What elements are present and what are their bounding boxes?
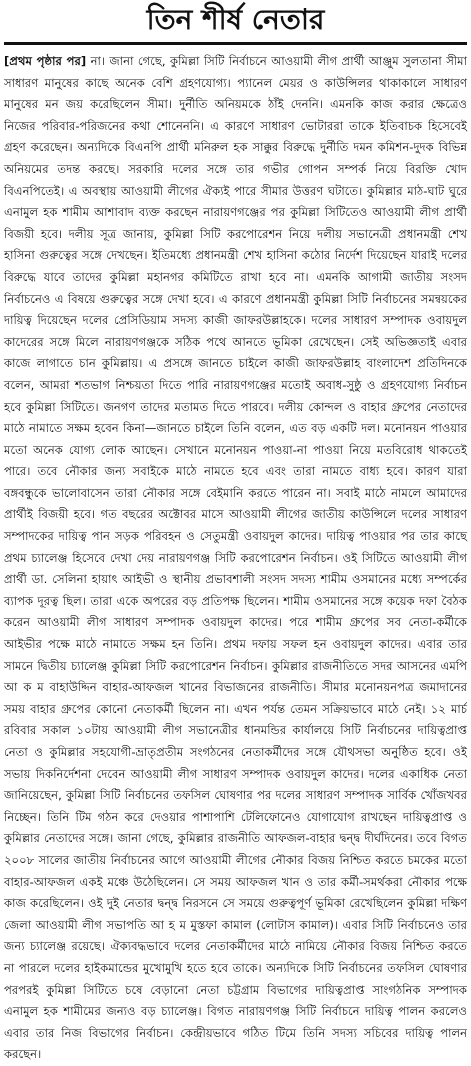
continuation-marker: [প্রথম পৃষ্ঠার পর] [4, 54, 87, 68]
article-headline: তিন শীর্ষ নেতার [4, 0, 467, 45]
article-body [0, 45, 471, 1066]
article-text: না। জানা গেছে, কুমিল্লা সিটি নির্বাচনে আওয়ামী লীগ প্রার্থী আঞ্জুম সুলতানা সীমা সাধারণ মানুষের কাছে অনেক বেশি গ্রহণযোগ্য। প্যানেল মেয়র ও কাউন্সিলর থাকাকালে সাধারণ মানুষের মন জয় করেছিলেন সীমা। দুর্নীতি অনিয়মকে ঠাঁই দেননি। এমনকি কাজ করার ক্ষেত্রেও নিজের পরিবার-পরিজনের কথা শোনেননি। এ কারণে সাধারণ ভোটাররা তাকে ইতিবাচক হিসেবেই গ্রহণ করেছেন। অন্যদিকে বিএনপি প্রার্থী মনিরুল হক সাক্কুর বিরুদ্ধে দুর্নীতি দমন কমিশন-দুদক বিভিন্ন অনিয়মের তদন্ত করছে। সরকারি দলের সঙ্গে তার গভীর গোপন সম্পর্ক নিয়ে বিরক্তি খোদ বিএনপিতেই। এ অবস্থায় আওয়ামী লীগের ঐক্যই পারে সীমার উত্তরণ ঘটাতে। কুমিল্লার মাঠ-ঘাট ঘুরে এনামুল হক শামীম আশাবাদ ব্যক্ত করছেন নারায়ণগঞ্জের পর কুমিল্লা সিটিতেও আওয়ামী লীগ প্রার্থী বিজয়ী হবে। দলীয় সূত্র জানায়, কুমিল্লা সিটি করপোরেশন নিয়ে দলীয় সভানেত্রী প্রধানমন্ত্রী শেখ হাসিনা গুরুত্বের সঙ্গে দেখছেন। ইতিমধ্যে প্রধানমন্ত্রী শেখ হাসিনা কঠোর নির্দেশ দিয়েছেন যারাই দলের বিরুদ্ধে যাবে তাদের কুমিল্লা মহানগর কমিটিতে রাখা হবে না। এমনকি আগামী জাতীয় সংসদ নির্বাচনেও এ বিষয়ে গুরুত্বের সঙ্গে দেখা হবে। এ কারণে প্রধানমন্ত্রী কুমিল্লা সিটি নির্বাচনের সমন্বয়কের দায়িত্ব দিয়েছেন দলের প্রেসিডিয়াম সদস্য কাজী জাফরউল্লাহকে। দলের সাধারণ সম্পাদক ওবায়দুল কাদেরের সঙ্গে মিলে নারায়ণগঞ্জকে সঠিক পথে আনতে ভূমিকা রেখেছেন। সেই অভিজ্ঞতাই এবার কাজে লাগাতে চান কুমিল্লায়। এ প্রসঙ্গে জানতে চাইলে কাজী জাফরউল্লাহ বাংলাদেশ প্রতিদিনকে বলেন, আমরা শতভাগ নিশ্চয়তা দিতে পারি নারায়ণগঞ্জের মতোই অবাধ-সুষ্ঠু ও গ্রহণযোগ্য নির্বাচন হবে কুমিল্লা সিটিতে। জনগণ তাদের মতামত দিতে পারবে। দলীয় কোন্দল ও বাহার গ্রুপের নেতাদের মাঠে নামাতে সক্ষম হবেন কিনা—জানতে চাইলে তিনি বলেন, এত বড় একটি দল। মনোনয়ন পাওয়ার মতো অনেক যোগ্য লোক আছেন। সেখানে মনোনয়ন পাওয়া-না পাওয়া নিয়ে মতবিরোধ থাকতেই পারে। তবে নৌকার জন্য সবাইকে মাঠে নামতে হবে এবং তারা নামতে বাধ্য হবে। কারণ যারা বঙ্গবন্ধুকে ভালোবাসেন তারা নৌকার সঙ্গে বেইমানি করতে পারেন না। সবাই মাঠে নামলে আমাদের প্রার্থীই বিজয়ী হবে। গত বছরের অক্টোবর মাসে আওয়ামী লীগের জাতীয় কাউন্সিলে দলের সাধারণ সম্পাদকের দায়িত্ব পান সড়ক পরিবহন ও সেতুমন্ত্রী ওবায়দুল কাদের। দায়িত্ব পাওয়ার পর তার কাছে প্রথম চ্যালেঞ্জ হিসেবে দেখা দেয় নারায়ণগঞ্জ সিটি করপোরেশন নির্বাচন। ওই সিটিতে আওয়ামী লীগ প্রার্থী ডা. সেলিনা হায়াৎ আইভী ও স্থানীয় প্রভাবশালী সংসদ সদস্য শামীম ওসমানের মধ্যে সম্পর্কের ব্যাপক দূরত্ব ছিল। তারা একে অপরের বড় প্রতিপক্ষ ছিলেন। শামীম ওসমানের সঙ্গে কয়েক দফা বৈঠক করেন আওয়ামী লীগ সাধারণ সম্পাদক ওবায়দুল কাদের। পরে শামীম গ্রুপের সব নেতা-কর্মীকে আইভীর পক্ষে মাঠে নামাতে সক্ষম হন তিনি। প্রথম দফায় সফল হন ওবায়দুল কাদের। এবার তার সামনে দ্বিতীয় চ্যালেঞ্জ কুমিল্লা সিটি করপোরেশন নির্বাচন। কুমিল্লার রাজনীতিতে সদর আসনের এমপি আ ক ম বাহাউদ্দিন বাহার-আফজল খানের বিভাজনের রাজনীতি। সীমার মনোনয়নপত্র জমাদানের সময় বাহার গ্রুপের কোনো নেতাকর্মী ছিলেন না। এখন পর্যন্ত তেমন সক্রিয়ভাবে মাঠে নেই। ১২ মার্চ রবিবার সকাল ১০টায় আওয়ামী লীগ সভানেত্রীর ধানমন্ডির কার্যালয়ে সিটি নির্বাচনের দায়িত্বপ্রাপ্ত নেতা ও কুমিল্লার সহযোগী-ভ্রাতৃপ্রতীম সংগঠনের নেতাকর্মীদের সঙ্গে যৌথসভা অনুষ্ঠিত হবে। ওই সভায় দিকনির্দেশনা দেবেন আওয়ামী লীগ সাধারণ সম্পাদক ওবায়দুল কাদের। দলের একাধিক নেতা জানিয়েছেন, কুমিল্লা সিটি নির্বাচনের তফসিল ঘোষণার পর দলের সাধারণ সম্পাদক সার্বিক খোঁজখবর নিচ্ছেন। তিনি টিম গঠন করে দেওয়ার পাশাপাশি টেলিফোনেও যোগাযোগ রাখছেন দায়িত্বপ্রাপ্ত ও কুমিল্লার নেতাদের সঙ্গে। জানা গেছে, কুমিল্লার রাজনীতি আফজল-বাহার দ্বন্দ্ব দীর্ঘদিনের। তবে বিগত ২০০৮ সালের জাতীয় নির্বাচনের আগে আওয়ামী লীগের নৌকার বিজয় নিশ্চিত করতে চমকের মতো বাহার-আফজল একই মঞ্চে উঠেছিলেন। সে সময় আফজল খান ও তার কর্মী-সমর্থকরা নৌকার পক্ষে কাজ করেছিলেন। ওই দুই নেতার দ্বন্দ্ব নিরসনে সে সময়ে গুরুত্বপূর্ণ ভূমিকা রেখেছিলেন কুমিল্লা দক্ষিণ জেলা আওয়ামী লীগ সভাপতি আ হ ম মুস্তফা কামাল (লোটাস কামাল)। এবার সিটি নির্বাচনেও তার জন্য চ্যালেঞ্জ রয়েছে। ঐক্যবদ্ধভাবে দলের নেতাকর্মীদের মাঠে নামিয়ে নৌকার বিজয় নিশ্চিত করতে না পারলে দলের হাইকমান্ডের মুখোমুখি হতে হবে তাকে। অন্যদিকে সিটি নির্বাচনের তফসিল ঘোষণার পরপরই কুমিল্লা সিটিতে চষে বেড়ানো নেতা চট্টগ্রাম বিভাগের দায়িত্বপ্রাপ্ত সাংগঠনিক সম্পাদক এনামুল হক শামীমের জন্যও বড় চ্যালেঞ্জ। বিগত নারায়ণগঞ্জ সিটি নির্বাচনে দায়িত্ব পালন করলেও এবার তার নিজ বিভাগের নির্বাচন। কেন্দ্রীয়ভাবে গঠিত টিমে তিনি সদস্য সচিবের দায়িত্ব পালন করছেন। [4, 54, 468, 1062]
